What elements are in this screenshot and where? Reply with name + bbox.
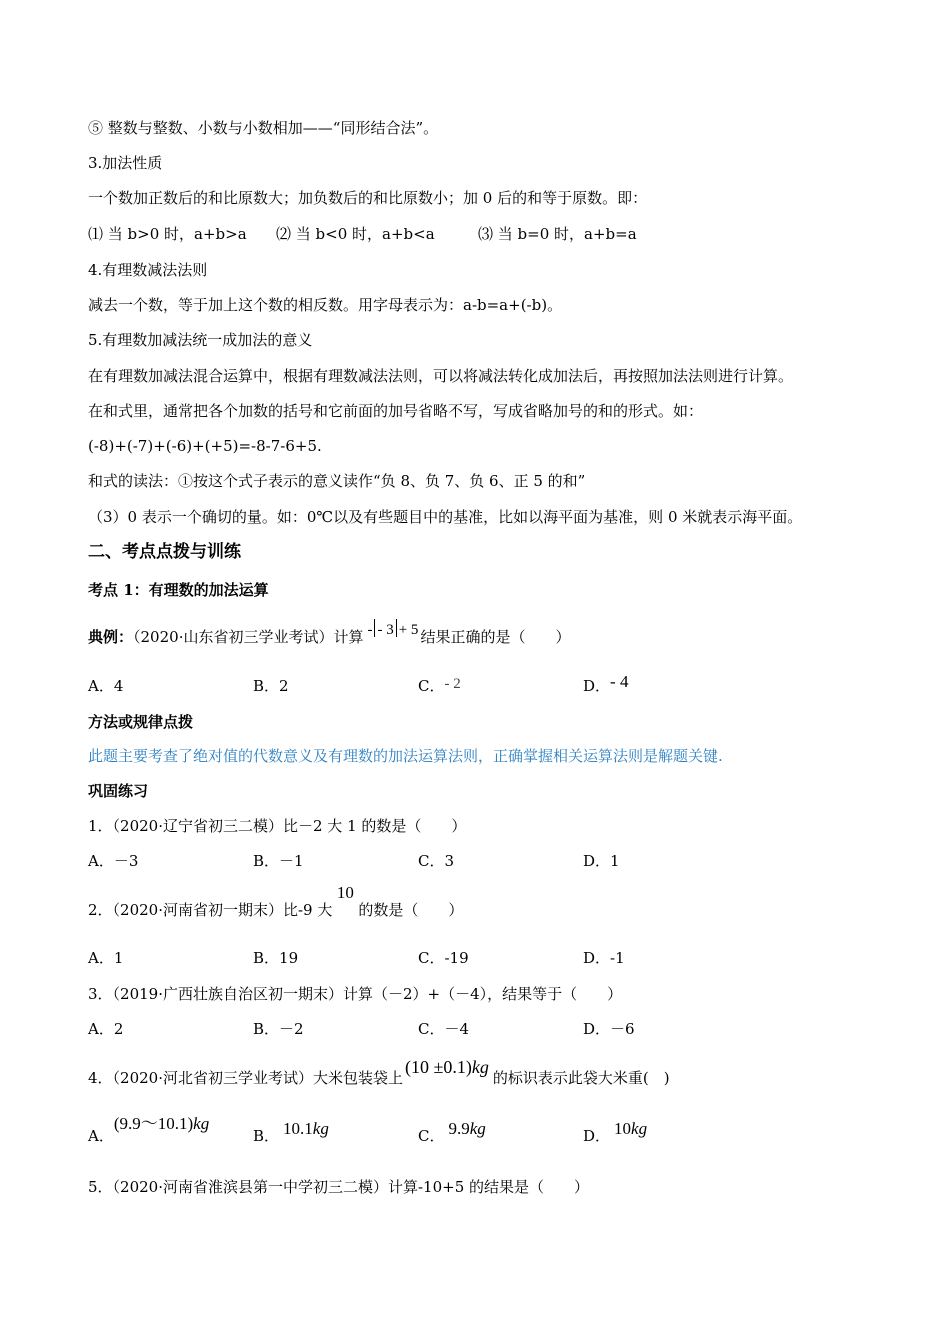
q4-option-c [418, 1119, 486, 1146]
q4-unit: kg [471, 1057, 489, 1077]
q4-option-c-value [448, 1119, 485, 1138]
q4-option-b-label: B． [253, 1127, 280, 1145]
property-item-2: ⑵ 当 b<0 时，a+b<a [276, 225, 435, 243]
q4-option-a-value [114, 1114, 209, 1133]
example-label: 典例： [88, 628, 134, 646]
question-3-stem: 3．（2019·广西壮族自治区初一期末）计算（－2）+（－4），结果等于（ ） [88, 985, 623, 1003]
question-5-stem: 5．（2020·河南省淮滨县第一中学初三二模）计算-10+5 的结果是（ ） [88, 1178, 590, 1196]
q4-c-number: 9.9 [448, 1119, 470, 1138]
q4-option-d-label: D． [583, 1127, 611, 1145]
example-option-d [583, 672, 629, 696]
property-item-1: ⑴ 当 b>0 时，a+b>a [88, 225, 247, 243]
q4-option-a [88, 1114, 210, 1146]
q4-option-d [583, 1119, 648, 1146]
section-5-zero: （3）0 表示一个确切的量。如：0℃以及有些题目中的基准，比如以海平面为基准，则 0 米就表示海平面。 [88, 508, 803, 526]
example-line [88, 622, 571, 648]
practice-title: 巩固练习 [88, 782, 149, 800]
section-5-title: 5.有理数加减法统一成加法的意义 [88, 331, 313, 349]
expr-leading-minus: - [367, 622, 373, 638]
option-d-value: - 4 [610, 672, 629, 691]
q4-a-number: (9.9～10.1) [113, 1114, 194, 1133]
property-item-3: ⑶ 当 b=0 时，a+b=a [478, 225, 637, 243]
example-option-c [418, 676, 461, 697]
q4-expr-value: (10 ±0.1) [405, 1057, 472, 1077]
method-title: 方法或规律点拨 [88, 713, 194, 731]
q4-d-unit: kg [631, 1119, 648, 1138]
q1-option-c: C．3 [418, 852, 455, 870]
q4-stem-a: 4．（2020·河北省初三学业考试）大米包装袋上 [88, 1069, 403, 1087]
option-c-label: C． [418, 677, 445, 695]
example-suffix: 结果正确的是（ ） [420, 628, 571, 646]
question-1-stem: 1．（2020·辽宁省初三二模）比－2 大 1 的数是（ ） [88, 817, 467, 835]
section-3-text: 一个数加正数后的和比原数大；加负数后的和比原数小；加 0 后的和等于原数。即： [88, 189, 648, 207]
question-2-stem [88, 883, 464, 920]
q4-option-d-value [614, 1119, 647, 1138]
q3-option-a: A．2 [88, 1020, 124, 1038]
key-point-1-title: 考点 1：有理数的加法运算 [88, 581, 269, 599]
example-expression [367, 622, 418, 638]
option-d-label: D． [583, 677, 611, 695]
example-source: （2020·山东省初三学业考试）计算 [133, 628, 364, 646]
q4-option-b [253, 1119, 329, 1146]
q3-option-b: B．－2 [253, 1020, 304, 1038]
question-4-stem [88, 1057, 670, 1088]
example-option-a: A．4 [88, 677, 124, 695]
q4-option-a-label: A． [88, 1127, 114, 1145]
q4-stem-b: 的标识表示此袋大米重( ) [492, 1069, 670, 1087]
expr-inner: - 3 [377, 622, 394, 638]
q4-b-number: 10.1 [283, 1119, 313, 1138]
q4-expression [405, 1057, 489, 1077]
section-2-title: 二、考点点拨与训练 [88, 542, 241, 562]
q1-option-b: B．－1 [253, 852, 304, 870]
example-option-b: B．2 [253, 677, 289, 695]
q2-number: 10 [336, 883, 354, 902]
q2-option-a: A．1 [88, 949, 124, 967]
section-4-text: 减去一个数，等于加上这个数的相反数。用字母表示为：a-b=a+(-b)。 [88, 296, 563, 314]
q3-option-d: D．－6 [583, 1020, 635, 1038]
q2-option-d: D．-1 [583, 949, 625, 967]
option-c-value: - 2 [444, 676, 461, 692]
q4-b-unit: kg [312, 1119, 329, 1138]
q4-option-b-value [283, 1119, 329, 1138]
section-5-reading: 和式的读法：①按这个式子表示的意义读作“负 8、负 7、负 6、正 5 的和” [88, 472, 586, 490]
q1-option-d: D．1 [583, 852, 620, 870]
q2-stem-b: 的数是（ ） [358, 901, 464, 919]
q4-c-unit: kg [469, 1119, 486, 1138]
method-text: 此题主要考查了绝对值的代数意义及有理数的加法运算法则，正确掌握相关运算法则是解题关键. [88, 747, 723, 765]
q2-option-c: C．-19 [418, 949, 469, 967]
section-5-formula: (-8)+(-7)+(-6)+(+5)=-8-7-6+5. [88, 437, 322, 455]
abs-bar-left [374, 619, 375, 637]
section-3-title: 3.加法性质 [88, 154, 163, 172]
q4-option-c-label: C． [418, 1127, 445, 1145]
abs-bar-right [396, 619, 397, 637]
q2-option-b: B．19 [253, 949, 299, 967]
q4-d-number: 10 [614, 1119, 632, 1138]
q3-option-c: C．－4 [418, 1020, 470, 1038]
section-5-text-2: 在和式里，通常把各个加数的括号和它前面的加号省略不写，写成省略加号的和的形式。如： [88, 402, 704, 420]
section-5-text-1: 在有理数加减法混合运算中，根据有理数减法法则，可以将减法转化成加法后，再按照加法法则进行计算。 [88, 367, 794, 385]
method-five-line: ⑤ 整数与整数、小数与小数相加——“同形结合法”。 [88, 119, 439, 137]
q4-a-unit: kg [193, 1114, 210, 1133]
expr-plus: + 5 [398, 622, 419, 638]
q1-option-a: A．－3 [88, 852, 139, 870]
section-4-title: 4.有理数减法法则 [88, 261, 208, 279]
q2-stem-a: 2．（2020·河南省初一期末）比-9 大 [88, 901, 333, 919]
